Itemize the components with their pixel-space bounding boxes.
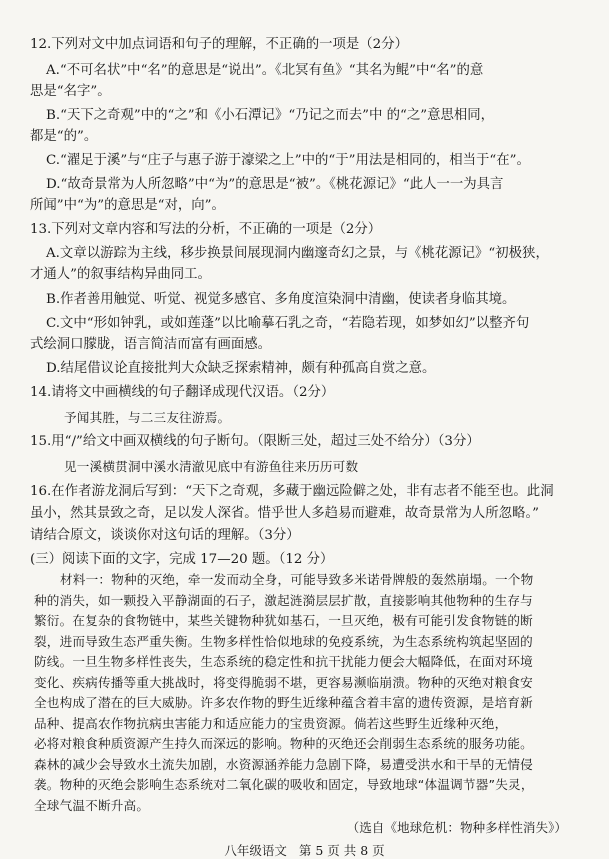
q16-line2: 虽小，然其景致之奇，足以发人深省。惜乎世人多趋易而避难，故奇景常为人所忽略。”	[30, 506, 539, 521]
material-line: 森林的减少会导致水土流失加剧，水资源涵养能力急剧下降，易遭受洪水和干旱的无情侵	[34, 756, 533, 772]
page-footer	[0, 841, 609, 859]
q15-sentence: 见一溪横贯洞中溪水清澈见底中有游鱼往来历历可数	[64, 459, 359, 474]
material-line: 种的消失，如一颗投入平静湖面的石子，激起涟漪层层扩散，直接影响其他物种的生存与	[34, 592, 533, 608]
footer-page-number: 第 5 页 共 8 页	[298, 843, 385, 858]
q16-line1: 16.在作者游龙洞后写到：“天下之奇观，多藏于幽远险僻之处，非有志者不能至也。此洞	[30, 484, 554, 499]
q13-option-a-line1: A.文章以游踪为主线，移步换景间展现洞内幽邃奇幻之景，与《桃花源记》“初极狭，	[46, 246, 549, 261]
material-line: 防线。一旦生物多样性丧失，生态系统的稳定性和抗干扰能力便会大幅降低，在面对环境	[34, 654, 533, 669]
q14-stem: 14.请将文中画横线的句子翻译成现代汉语。（2分）	[30, 385, 335, 400]
q15-stem: 15.用“/”给文中画双横线的句子断句。（限断三处，超过三处不给分）（3分）	[30, 434, 480, 449]
q12-option-d-line2: 所闻”中“为”的意思是“对，向”。	[30, 198, 225, 213]
q13-stem: 13.下列对文章内容和写法的分析，不正确的一项是（2分）	[30, 222, 382, 237]
material-source: （选自《地球危机：物种多样性消失》）	[346, 820, 567, 835]
q13-option-a-line2: 才通人”的叙事结构异曲同工。	[30, 267, 211, 282]
material-line: 裂，进而导致生态严重失衡。生物多样性恰似地球的免疫系统，为生态系统构筑起坚固的	[34, 633, 533, 649]
q13-option-b: B.作者善用触觉、听觉、视觉多感官、多角度渲染洞中清幽，使读者身临其境。	[46, 292, 516, 307]
section3-heading: (三）阅读下面的文字，完成 17—20 题。（12 分）	[30, 552, 334, 567]
q12-stem: 12.下列对文中加点词语和句子的理解，不正确的一项是（2分）	[30, 37, 408, 52]
q12-option-a-line1: A.“不可名状”中“名”的意思是“说出”。《北冥有鱼》“其名为鲲”中“名”的意	[46, 63, 484, 78]
footer-subject: 八年级语文	[224, 843, 287, 858]
material-line: 全球气温不断升高。	[34, 797, 150, 813]
q12-option-c: C.“濯足于溪”与“庄子与惠子游于濠梁之上”中的“于”用法是相同的，相当于“在”。	[46, 153, 530, 168]
q12-option-b-line1: B.“天下之奇观”中的“之”和《小石潭记》“乃记之而去”中 的“之”意思相同，	[46, 108, 495, 123]
material-line: 袭。物种的灭绝会影响生态系统对二氧化碳的吸收和固定，导致地球“体温调节器”失灵，	[34, 777, 534, 792]
q12-option-d-line1: D.“故奇景常为人所忽略”中“为”的意思是“被”。《桃花源记》“此人一一为具言	[46, 177, 504, 192]
q12-option-a-line2: 思是“名字”。	[30, 84, 111, 99]
material-line: 品种、提高农作物抗病虫害能力和适应能力的宝贵资源。倘若这些野生近缘种灭绝，	[34, 715, 508, 731]
material-line: 繁衍。在复杂的食物链中，某些关键物种犹如基石，一旦灭绝，极有可能引发食物链的断	[34, 613, 533, 628]
material-line: 全也构成了潜在的巨大威胁。许多农作物的野生近缘种蕴含着丰富的遗传资源，是培育新	[34, 695, 533, 710]
material-line: 必将对粮食种质资源产生持久而深远的影响。物种的灭绝还会削弱生态系统的服务功能。	[34, 736, 533, 751]
material-line: 变化、疾病传播等重大挑战时，将变得脆弱不堪，更容易濒临崩溃。物种的灭绝对粮食安	[34, 674, 533, 690]
q12-option-b-line2: 都是“的”。	[30, 129, 98, 144]
q13-option-d: D.结尾借议论直接批判大众缺乏探索精神，颇有种孤高自赏之意。	[46, 361, 436, 376]
q13-option-c-line1: C.文中“形如钟乳，或如莲蓬”以比喻摹石乳之奇，“若隐若现，如梦如幻”以整齐句	[46, 316, 530, 331]
q13-option-c-line2: 式绘洞口朦胧，语言简洁而富有画面感。	[30, 337, 272, 352]
material-line: 材料一：物种的灭绝，牵一发而动全身，可能导致多米诺骨牌般的轰然崩塌。一个物	[60, 572, 534, 587]
q14-sentence: 予闻其胜，与二三友往游焉。	[64, 410, 231, 425]
q16-line3: 请结合原文，谈谈你对这句话的理解。（3分）	[30, 528, 300, 543]
